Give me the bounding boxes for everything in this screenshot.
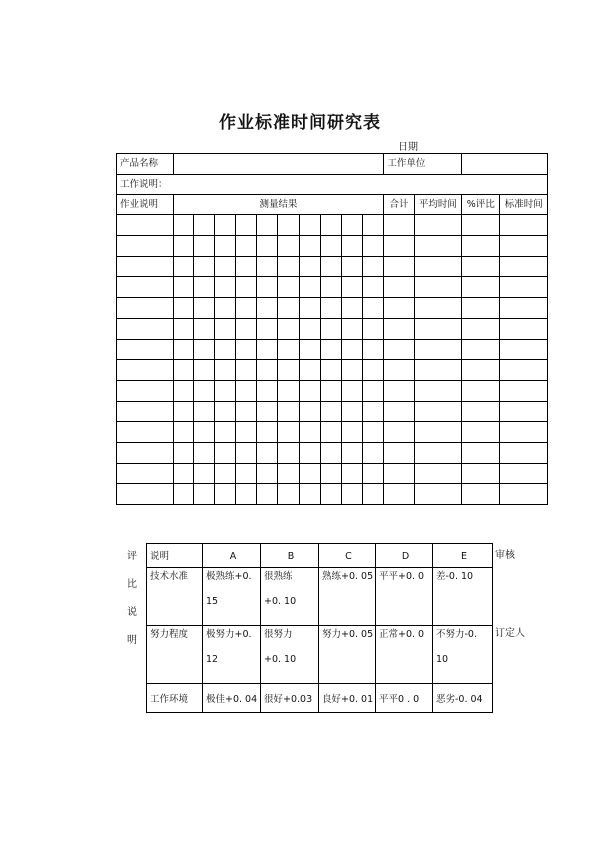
task-description-header: 作业说明 [117,195,174,215]
result-cell[interactable] [414,236,461,257]
rating-row [147,684,493,713]
task-description-cell[interactable] [117,360,174,381]
task-description-cell[interactable] [117,256,174,277]
rating-header-cell: E [433,544,493,568]
result-cell[interactable] [500,339,548,360]
table-row [117,422,548,443]
measurement-cell[interactable] [173,318,193,339]
measurement-cell[interactable] [299,484,320,505]
measurement-cell[interactable] [341,422,362,443]
measurement-cell[interactable] [278,484,299,505]
measurement-cell[interactable] [173,380,193,401]
result-cell[interactable] [384,360,414,381]
rating-value-cell: 很熟练 +0. 10 [261,568,319,626]
result-cell[interactable] [384,298,414,319]
measurement-cell[interactable] [236,215,257,236]
date-label: 日期 [398,142,418,153]
measurement-cell[interactable] [236,298,257,319]
table-row [117,401,548,422]
result-cell[interactable] [500,442,548,463]
measurement-cell[interactable] [299,422,320,443]
measurement-cell[interactable] [214,215,235,236]
measurement-cell[interactable] [278,215,299,236]
task-description-cell[interactable] [117,318,174,339]
result-cell[interactable] [384,463,414,484]
measurement-cell[interactable] [363,277,384,298]
standard-time-header: 标准时间 [500,195,548,215]
task-description-cell[interactable] [117,422,174,443]
rating-value-cell: 很努力 +0. 10 [261,626,319,684]
rating-description-table [146,543,493,713]
measurement-cell[interactable] [341,339,362,360]
task-description-cell[interactable] [117,277,174,298]
measurement-cell[interactable] [193,463,214,484]
measurement-cell[interactable] [278,463,299,484]
measurement-cell[interactable] [299,360,320,381]
product-name-field[interactable] [173,154,384,175]
result-cell[interactable] [384,484,414,505]
measurement-cell[interactable] [257,484,278,505]
measurement-cell[interactable] [363,339,384,360]
measurement-cell[interactable] [299,380,320,401]
measurement-cell[interactable] [363,401,384,422]
rating-value-cell: 极佳+0. 04 [203,684,261,713]
rating-value-cell: 极熟练+0. 15 [203,568,261,626]
measurement-cell[interactable] [236,401,257,422]
measurement-cell[interactable] [257,339,278,360]
measurement-cell[interactable] [363,318,384,339]
result-cell[interactable] [500,422,548,443]
measurement-cell[interactable] [193,360,214,381]
result-cell[interactable] [414,442,461,463]
rating-value-cell: 正常+0. 0 [376,626,433,684]
measurement-cell[interactable] [214,318,235,339]
table-row [117,277,548,298]
measurement-cell[interactable] [363,380,384,401]
measurement-cell[interactable] [236,256,257,277]
measurement-cell[interactable] [257,463,278,484]
measurement-cell[interactable] [257,401,278,422]
measurement-cell[interactable] [278,277,299,298]
measurement-cell[interactable] [299,442,320,463]
measurement-cell[interactable] [299,339,320,360]
result-cell[interactable] [462,277,500,298]
measurement-cell[interactable] [341,298,362,319]
measurement-cell[interactable] [193,401,214,422]
measurement-cell[interactable] [257,256,278,277]
rating-value-cell: 恶劣-0. 04 [433,684,493,713]
measurement-cell[interactable] [320,360,341,381]
measurement-cell[interactable] [299,463,320,484]
measurement-cell[interactable] [193,422,214,443]
table-row [117,463,548,484]
result-cell[interactable] [414,463,461,484]
measurement-cell[interactable] [173,215,193,236]
measurement-cell[interactable] [236,236,257,257]
reviewer-label: 审核 [495,550,515,561]
measurement-cell[interactable] [278,401,299,422]
measurement-cell[interactable] [363,298,384,319]
rating-value-cell: 差-0. 10 [433,568,493,626]
result-cell[interactable] [500,463,548,484]
rating-side-char: 说 [127,607,137,618]
result-cell[interactable] [384,339,414,360]
measurement-cell[interactable] [363,215,384,236]
result-cell[interactable] [414,360,461,381]
table-row [117,339,548,360]
measurement-cell[interactable] [236,360,257,381]
result-cell[interactable] [462,401,500,422]
measurement-cell[interactable] [173,277,193,298]
result-cell[interactable] [462,236,500,257]
result-cell[interactable] [462,318,500,339]
total-header: 合计 [384,195,414,215]
result-cell[interactable] [500,484,548,505]
work-description-label: 工作说明： [117,174,548,195]
measurement-cell[interactable] [193,277,214,298]
measurement-cell[interactable] [236,318,257,339]
measurement-cell[interactable] [193,256,214,277]
measurement-cell[interactable] [341,236,362,257]
result-cell[interactable] [462,360,500,381]
measurement-cell[interactable] [214,463,235,484]
measurement-cell[interactable] [363,256,384,277]
result-cell[interactable] [384,442,414,463]
measurement-cell[interactable] [214,484,235,505]
result-cell[interactable] [500,256,548,277]
measurement-cell[interactable] [173,256,193,277]
task-description-cell[interactable] [117,380,174,401]
table-row [117,380,548,401]
measurement-cell[interactable] [320,298,341,319]
rating-factor-label: 努力程度 [147,626,203,684]
result-cell[interactable] [414,215,461,236]
measurement-cell[interactable] [236,484,257,505]
rating-header-row [147,544,493,568]
measurement-cell[interactable] [320,318,341,339]
task-description-cell[interactable] [117,339,174,360]
measurement-cell[interactable] [363,422,384,443]
measurement-cell[interactable] [320,442,341,463]
rating-side-char: 明 [127,635,137,646]
measurement-cell[interactable] [257,318,278,339]
measurement-cell[interactable] [299,215,320,236]
task-description-cell[interactable] [117,298,174,319]
measurement-cell[interactable] [193,484,214,505]
measurement-cell[interactable] [299,256,320,277]
measurement-cell[interactable] [257,422,278,443]
rating-row [147,626,493,684]
result-cell[interactable] [414,380,461,401]
result-cell[interactable] [462,215,500,236]
rating-header-cell: A [203,544,261,568]
measurement-cell[interactable] [257,380,278,401]
measurement-cell[interactable] [299,236,320,257]
measurement-cell[interactable] [320,256,341,277]
measurement-cell[interactable] [214,339,235,360]
measurement-cell[interactable] [341,463,362,484]
page-title: 作业标准时间研究表 [219,113,381,133]
measurement-cell[interactable] [193,442,214,463]
rating-factor-label: 工作环境 [147,684,203,713]
measurement-cell[interactable] [214,360,235,381]
measurement-cell[interactable] [173,422,193,443]
measurement-cell[interactable] [236,463,257,484]
measurement-cell[interactable] [193,236,214,257]
result-cell[interactable] [414,422,461,443]
table-row [117,215,548,236]
result-cell[interactable] [500,215,548,236]
task-description-cell[interactable] [117,236,174,257]
measurement-cell[interactable] [278,318,299,339]
measurement-cell[interactable] [173,442,193,463]
rating-side-char: 评 [127,551,137,562]
rating-value-cell: 熟练+0. 05 [319,568,376,626]
result-cell[interactable] [414,318,461,339]
measurement-cell[interactable] [193,318,214,339]
average-time-header: 平均时间 [414,195,461,215]
result-cell[interactable] [384,318,414,339]
measurement-cell[interactable] [193,380,214,401]
measurement-cell[interactable] [320,380,341,401]
task-description-cell[interactable] [117,401,174,422]
measurement-cell[interactable] [193,215,214,236]
measurement-cell[interactable] [173,463,193,484]
measurement-cell[interactable] [173,360,193,381]
rating-value-cell: 极努力+0. 12 [203,626,261,684]
measurement-cell[interactable] [341,318,362,339]
table-row [117,360,548,381]
measurement-cell[interactable] [278,442,299,463]
measurement-cell[interactable] [278,422,299,443]
result-cell[interactable] [414,298,461,319]
measurement-cell[interactable] [341,215,362,236]
measurement-cell[interactable] [299,298,320,319]
rating-value-cell: 很好+0.03 [261,684,319,713]
measurement-cell[interactable] [173,401,193,422]
measurement-cell[interactable] [214,277,235,298]
result-cell[interactable] [500,298,548,319]
rating-header-cell: B [261,544,319,568]
task-description-cell[interactable] [117,442,174,463]
table-row [117,318,548,339]
measurement-cell[interactable] [320,401,341,422]
measurement-cell[interactable] [320,277,341,298]
result-cell[interactable] [500,380,548,401]
work-unit-field[interactable] [462,154,548,175]
measurement-cell[interactable] [341,442,362,463]
measurement-cell[interactable] [236,277,257,298]
rating-value-cell: 努力+0. 05 [319,626,376,684]
result-cell[interactable] [414,277,461,298]
result-cell[interactable] [414,484,461,505]
rating-side-char: 比 [127,579,137,590]
measurement-cell[interactable] [363,442,384,463]
task-description-cell[interactable] [117,484,174,505]
measurement-cell[interactable] [236,442,257,463]
rating-value-cell: 不努力-0. 10 [433,626,493,684]
result-cell[interactable] [500,318,548,339]
measurement-cell[interactable] [193,339,214,360]
measurement-cell[interactable] [173,298,193,319]
measurement-cell[interactable] [214,298,235,319]
result-cell[interactable] [462,442,500,463]
measurement-cell[interactable] [363,463,384,484]
measurement-cell[interactable] [278,339,299,360]
measurement-cell[interactable] [236,380,257,401]
measurement-cell[interactable] [257,360,278,381]
measurement-cell[interactable] [214,422,235,443]
measurement-cell[interactable] [299,318,320,339]
measurement-cell[interactable] [320,484,341,505]
result-cell[interactable] [462,463,500,484]
measurement-cell[interactable] [214,236,235,257]
work-unit-label: 工作单位 [384,154,462,175]
measurement-cell[interactable] [278,298,299,319]
measurement-cell[interactable] [320,339,341,360]
measurement-cell[interactable] [320,215,341,236]
measurement-cell[interactable] [299,401,320,422]
measurement-cell[interactable] [173,339,193,360]
measurement-cell[interactable] [257,236,278,257]
measurement-cell[interactable] [257,442,278,463]
result-cell[interactable] [500,401,548,422]
measurement-cell[interactable] [236,422,257,443]
measurement-cell[interactable] [341,401,362,422]
measurement-cell[interactable] [363,360,384,381]
measurement-cell[interactable] [236,339,257,360]
measurement-cell[interactable] [341,380,362,401]
rating-value-cell: 平平+0. 0 [376,568,433,626]
rating-header-cell: C [319,544,376,568]
measurement-cell[interactable] [320,422,341,443]
rating-row [147,568,493,626]
measurement-cell[interactable] [214,256,235,277]
measurement-cell[interactable] [257,215,278,236]
rating-header-cell: 说明 [147,544,203,568]
time-study-table [116,153,548,505]
product-name-label: 产品名称 [117,154,174,175]
result-cell[interactable] [384,256,414,277]
rating-value-cell: 良好+0. 01 [319,684,376,713]
rating-value-cell: 平平0 . 0 [376,684,433,713]
result-cell[interactable] [500,360,548,381]
result-cell[interactable] [462,256,500,277]
measurement-cell[interactable] [278,236,299,257]
table-row [117,236,548,257]
measurement-cell[interactable] [214,401,235,422]
result-cell[interactable] [462,298,500,319]
measurement-cell[interactable] [173,484,193,505]
measurement-cell[interactable] [257,298,278,319]
result-cell[interactable] [384,236,414,257]
result-cell[interactable] [500,236,548,257]
measurement-cell[interactable] [320,463,341,484]
table-row [117,298,548,319]
measurement-cell[interactable] [278,380,299,401]
result-cell[interactable] [462,422,500,443]
measurement-cell[interactable] [320,236,341,257]
result-cell[interactable] [384,422,414,443]
approver-label: 订定人 [495,628,525,639]
result-cell[interactable] [462,339,500,360]
result-cell[interactable] [414,339,461,360]
measurement-cell[interactable] [341,277,362,298]
measurement-cell[interactable] [214,442,235,463]
rating-header-cell: D [376,544,433,568]
measurement-header: 测量结果 [173,195,384,215]
measurement-cell[interactable] [341,484,362,505]
result-cell[interactable] [414,401,461,422]
measurement-cell[interactable] [341,256,362,277]
table-row [117,442,548,463]
measurement-cell[interactable] [299,277,320,298]
measurement-cell[interactable] [193,298,214,319]
measurement-cell[interactable] [173,236,193,257]
result-cell[interactable] [414,256,461,277]
result-cell[interactable] [462,484,500,505]
measurement-cell[interactable] [341,360,362,381]
measurement-cell[interactable] [363,236,384,257]
table-row [117,484,548,505]
measurement-cell[interactable] [257,277,278,298]
result-cell[interactable] [462,380,500,401]
measurement-cell[interactable] [278,360,299,381]
table-row [117,256,548,277]
task-description-cell[interactable] [117,215,174,236]
measurement-cell[interactable] [278,256,299,277]
task-description-cell[interactable] [117,463,174,484]
measurement-cell[interactable] [214,380,235,401]
rating-factor-label: 技术水准 [147,568,203,626]
result-cell[interactable] [384,380,414,401]
rating-percent-header: %评比 [462,195,500,215]
result-cell[interactable] [384,277,414,298]
measurement-cell[interactable] [363,484,384,505]
result-cell[interactable] [384,401,414,422]
result-cell[interactable] [384,215,414,236]
result-cell[interactable] [500,277,548,298]
